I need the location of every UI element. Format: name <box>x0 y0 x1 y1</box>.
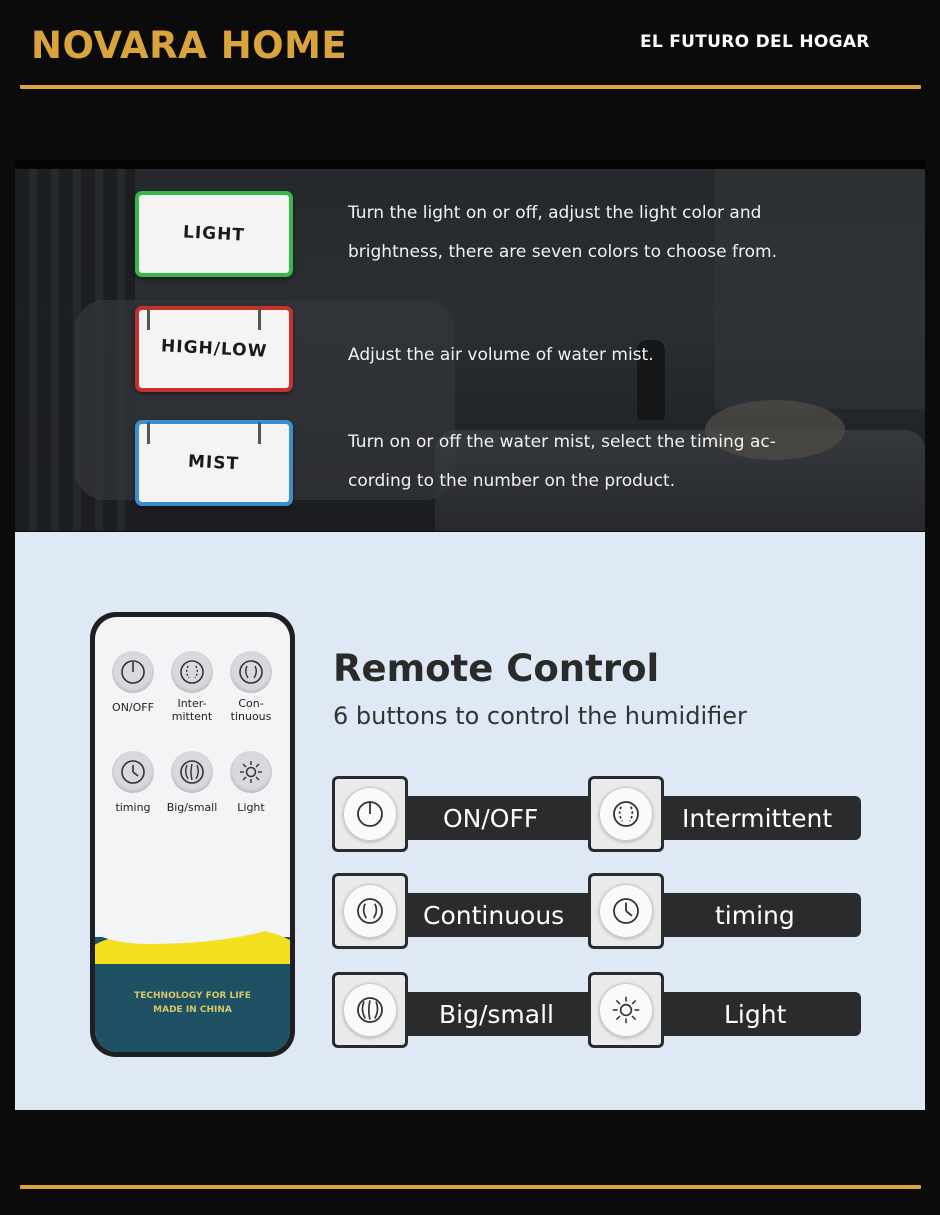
continuous-mist-icon <box>236 657 266 687</box>
legend-continuous-label: Continuous <box>423 900 565 930</box>
mist-key-description-line1: Turn on or off the water mist, select the timing ac- <box>348 432 776 452</box>
legend-continuous-icon-circle <box>343 884 397 938</box>
remote-timing-label-text: timing <box>115 801 151 814</box>
remote-on-off-label-text: ON/OFF <box>112 701 154 714</box>
brand-logo-text[interactable]: NOVARA HOME <box>31 24 348 67</box>
light-key-label: LIGHT <box>182 222 246 246</box>
remote-face <box>95 617 290 1052</box>
legend-on-off-icon-box <box>332 776 408 852</box>
legend-intermittent-icon-circle <box>599 787 653 841</box>
legend-intermittent-pill <box>660 796 861 840</box>
legend-light-icon-circle <box>599 983 653 1037</box>
legend-on-off-label: ON/OFF <box>443 803 539 833</box>
legend-on-off-pill <box>405 796 605 840</box>
remote-intermittent-label <box>162 697 222 723</box>
sun-icon <box>236 757 266 787</box>
remote-timing-button <box>112 751 154 793</box>
footer-divider <box>20 1185 921 1189</box>
remote-big-small-button <box>171 751 213 793</box>
key-notch <box>147 422 150 444</box>
mist-key-description-line2: cording to the number on the product. <box>348 471 676 491</box>
remote-light-label-text: Light <box>237 801 265 814</box>
remote-slogan-line2: MADE IN CHINA <box>153 1005 232 1015</box>
remote-big-small-label <box>162 801 222 814</box>
sun-icon <box>608 992 644 1028</box>
legend-timing-label: timing <box>715 900 795 930</box>
remote-on-off-button <box>112 651 154 693</box>
remote-continuous-label <box>221 697 281 723</box>
remote-control <box>90 612 295 1057</box>
remote-intermittent-label-line2: mittent <box>171 710 213 723</box>
legend-light-pill <box>660 992 861 1036</box>
mist-key <box>135 420 293 506</box>
legend-big-small-label: Big/small <box>439 999 554 1029</box>
remote-big-small-label-text: Big/small <box>166 801 218 814</box>
light-key <box>135 191 293 277</box>
remote-light-button <box>230 751 272 793</box>
legend-timing-icon-box <box>588 873 664 949</box>
big-small-mist-icon <box>177 757 207 787</box>
legend-light-label: Light <box>724 999 787 1029</box>
image-top-border <box>15 160 925 169</box>
remote-timing-label <box>103 801 163 814</box>
big-small-mist-icon <box>352 992 388 1028</box>
brand-tagline: EL FUTURO DEL HOGAR <box>640 32 870 52</box>
clock-icon <box>608 893 644 929</box>
legend-on-off-icon-circle <box>343 787 397 841</box>
high-low-key-label: HIGH/LOW <box>160 336 268 362</box>
legend-light-icon-box <box>588 972 664 1048</box>
remote-continuous-label-line1: Con- <box>238 697 264 710</box>
intermittent-mist-icon <box>177 657 207 687</box>
high-low-key-description-line1: Adjust the air volume of water mist. <box>348 345 654 365</box>
key-notch <box>147 308 150 330</box>
intermittent-mist-icon <box>608 796 644 832</box>
header-divider <box>20 85 921 89</box>
continuous-mist-icon <box>352 893 388 929</box>
remote-continuous-label-line2: tinuous <box>230 710 272 723</box>
remote-slogan-line1: TECHNOLOGY FOR LIFE <box>134 991 251 1001</box>
mist-key-description <box>348 423 828 501</box>
key-notch <box>258 308 261 330</box>
light-key-description-line1: Turn the light on or off, adjust the light color and <box>348 203 762 223</box>
power-icon <box>352 796 388 832</box>
remote-slogan <box>95 989 290 1017</box>
product-keys-image <box>15 160 925 531</box>
power-icon <box>118 657 148 687</box>
high-low-key-description <box>348 336 828 375</box>
legend-big-small-icon-circle <box>343 983 397 1037</box>
clock-icon <box>118 757 148 787</box>
light-key-description <box>348 194 828 272</box>
remote-intermittent-label-line1: Inter- <box>177 697 207 710</box>
legend-intermittent-label: Intermittent <box>682 803 833 833</box>
remote-control-image <box>15 532 925 1110</box>
legend-continuous-pill <box>405 893 605 937</box>
legend-continuous-icon-box <box>332 873 408 949</box>
legend-timing-icon-circle <box>599 884 653 938</box>
high-low-key <box>135 306 293 392</box>
key-notch <box>258 422 261 444</box>
legend-timing-pill <box>660 893 861 937</box>
mist-key-label: MIST <box>187 451 241 475</box>
remote-on-off-label <box>103 701 163 714</box>
remote-continuous-button <box>230 651 272 693</box>
remote-intermittent-button <box>171 651 213 693</box>
legend-big-small-icon-box <box>332 972 408 1048</box>
legend-big-small-pill <box>405 992 605 1036</box>
legend-intermittent-icon-box <box>588 776 664 852</box>
light-key-description-line2: brightness, there are seven colors to choose from. <box>348 242 777 262</box>
remote-light-label <box>221 801 281 814</box>
remote-control-subtitle: 6 buttons to control the humidifier <box>333 702 747 730</box>
remote-control-title: Remote Control <box>333 647 660 690</box>
